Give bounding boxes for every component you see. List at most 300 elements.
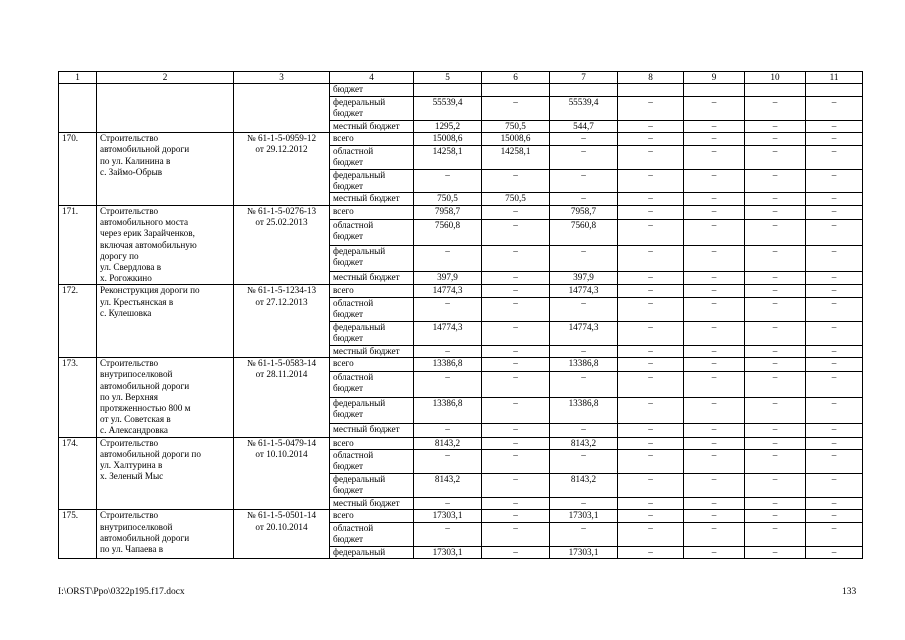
funding-source-line: федеральный xyxy=(333,96,386,107)
value-cell: – xyxy=(482,546,550,559)
value-cell: – xyxy=(745,120,806,133)
value-cell: 15008,6 xyxy=(414,133,482,146)
document-ref xyxy=(234,285,330,358)
value-cell: – xyxy=(618,245,684,271)
object-name-line: от ул. Советская в xyxy=(100,414,171,425)
funding-source xyxy=(330,297,414,321)
value-cell: 1295,2 xyxy=(414,120,482,133)
funding-source xyxy=(330,205,414,219)
object-name-line: с. Кулешовка xyxy=(100,307,152,318)
funding-source-line: местный бюджет xyxy=(333,423,400,434)
value-cell: – xyxy=(618,193,684,206)
value-cell: – xyxy=(684,345,745,358)
value-cell: – xyxy=(745,546,806,559)
value-cell: – xyxy=(550,245,618,271)
document-ref-line: № 61-1-5-0479-14 xyxy=(246,437,317,448)
value-cell xyxy=(745,84,806,97)
value-cell: – xyxy=(806,345,863,358)
col-header: 4 xyxy=(330,72,414,84)
value-cell: – xyxy=(550,497,618,510)
funding-source-line: бюджет xyxy=(333,180,364,191)
object-name-line: по ул. Верхняя xyxy=(100,391,158,402)
value-cell xyxy=(806,84,863,97)
value-cell: 14774,3 xyxy=(414,321,482,345)
value-cell: – xyxy=(414,497,482,510)
value-cell: – xyxy=(482,96,550,120)
funding-source xyxy=(330,522,414,546)
funding-source-line: бюджет xyxy=(333,256,364,267)
funding-source-line: местный бюджет xyxy=(333,345,400,356)
funding-source-line: областной xyxy=(333,450,374,461)
document-ref-line: от 25.02.2013 xyxy=(255,217,308,228)
value-cell: 8143,2 xyxy=(414,437,482,450)
value-cell: 397,9 xyxy=(414,271,482,285)
funding-source xyxy=(330,358,414,372)
value-cell: – xyxy=(482,473,550,497)
value-cell: – xyxy=(806,219,863,245)
object-name-line: Строительство xyxy=(100,510,159,521)
item-number: 170. xyxy=(59,133,97,206)
value-cell: 17303,1 xyxy=(414,510,482,523)
funding-source-line: бюджет xyxy=(333,332,364,343)
document-ref xyxy=(234,84,330,133)
value-cell: – xyxy=(618,345,684,358)
value-cell: – xyxy=(414,297,482,321)
funding-source xyxy=(330,193,414,206)
value-cell: – xyxy=(806,437,863,450)
funding-source-line: местный бюджет xyxy=(333,120,400,131)
col-header: 8 xyxy=(618,72,684,84)
value-cell: – xyxy=(482,271,550,285)
value-cell: – xyxy=(550,423,618,437)
value-cell: – xyxy=(806,285,863,298)
value-cell: 17303,1 xyxy=(550,510,618,523)
item-number: 172. xyxy=(59,285,97,358)
value-cell: – xyxy=(414,345,482,358)
value-cell: 8143,2 xyxy=(550,437,618,450)
value-cell: – xyxy=(550,297,618,321)
value-cell: 7958,7 xyxy=(414,205,482,219)
value-cell: – xyxy=(482,423,550,437)
value-cell: 17303,1 xyxy=(414,546,482,559)
value-cell: – xyxy=(550,450,618,474)
col-header: 6 xyxy=(482,72,550,84)
col-header: 2 xyxy=(97,72,234,84)
value-cell: – xyxy=(618,133,684,146)
funding-source xyxy=(330,450,414,474)
value-cell: – xyxy=(482,397,550,423)
value-cell: – xyxy=(745,345,806,358)
value-cell: 55539,4 xyxy=(550,96,618,120)
funding-source xyxy=(330,345,414,358)
file-path: I:\ORST\Ppo\0322p195.f17.docx xyxy=(58,587,185,597)
value-cell: – xyxy=(684,219,745,245)
document-ref-line: № 61-1-5-0276-13 xyxy=(246,205,317,216)
funding-source-line: федеральный xyxy=(333,245,386,256)
funding-source xyxy=(330,245,414,271)
funding-source-line: областной xyxy=(333,145,374,156)
value-cell: – xyxy=(684,546,745,559)
table-row xyxy=(59,133,863,146)
funding-source-line: бюджет xyxy=(333,309,364,320)
value-cell: – xyxy=(414,371,482,397)
value-cell: – xyxy=(745,510,806,523)
value-cell: – xyxy=(482,437,550,450)
value-cell: – xyxy=(745,285,806,298)
object-name-line: Реконструкция дороги по xyxy=(100,285,200,296)
value-cell: 17303,1 xyxy=(550,546,618,559)
value-cell: – xyxy=(806,297,863,321)
document-ref-line: от 29.12.2012 xyxy=(255,144,308,155)
value-cell: – xyxy=(414,245,482,271)
value-cell: – xyxy=(745,321,806,345)
value-cell: – xyxy=(482,285,550,298)
value-cell: 8143,2 xyxy=(550,473,618,497)
funding-source-line: всего xyxy=(333,358,354,369)
value-cell: 544,7 xyxy=(550,120,618,133)
value-cell: – xyxy=(618,522,684,546)
col-header: 11 xyxy=(806,72,863,84)
value-cell: 14774,3 xyxy=(414,285,482,298)
value-cell: – xyxy=(618,358,684,372)
object-name-line: с. Александровка xyxy=(100,425,168,436)
value-cell: 13386,8 xyxy=(414,358,482,372)
funding-source-line: областной xyxy=(333,522,374,533)
value-cell: – xyxy=(482,205,550,219)
object-name-line: х. Зеленый Мыс xyxy=(100,471,164,482)
value-cell: – xyxy=(482,510,550,523)
value-cell: 7560,8 xyxy=(550,219,618,245)
funding-source-line: бюджет xyxy=(333,156,364,167)
value-cell: – xyxy=(806,397,863,423)
value-cell: – xyxy=(684,120,745,133)
value-cell: – xyxy=(482,169,550,193)
value-cell: – xyxy=(806,423,863,437)
funding-source-line: федеральный xyxy=(333,321,386,332)
value-cell: – xyxy=(482,321,550,345)
value-cell: – xyxy=(745,169,806,193)
object-name-line: автомобильного моста xyxy=(100,217,189,228)
funding-source xyxy=(330,321,414,345)
funding-source-line: всего xyxy=(333,205,354,216)
object-name-line: Строительство xyxy=(100,358,159,369)
value-cell: – xyxy=(684,497,745,510)
value-cell: 7958,7 xyxy=(550,205,618,219)
document-ref-line: № 61-1-5-1234-13 xyxy=(246,285,317,296)
value-cell: 55539,4 xyxy=(414,96,482,120)
header-row xyxy=(59,72,863,84)
value-cell: – xyxy=(618,450,684,474)
value-cell: – xyxy=(684,371,745,397)
document-ref-line: № 61-1-5-0501-14 xyxy=(246,510,317,521)
funding-source-line: областной xyxy=(333,371,374,382)
value-cell: – xyxy=(806,169,863,193)
value-cell: 7560,8 xyxy=(414,219,482,245)
value-cell: – xyxy=(482,245,550,271)
budget-table xyxy=(58,71,863,559)
value-cell: 14774,3 xyxy=(550,285,618,298)
value-cell: – xyxy=(618,321,684,345)
funding-source xyxy=(330,546,414,559)
value-cell: – xyxy=(618,397,684,423)
value-cell: – xyxy=(618,546,684,559)
value-cell: – xyxy=(684,397,745,423)
value-cell: – xyxy=(806,193,863,206)
document-ref xyxy=(234,510,330,559)
value-cell: – xyxy=(550,145,618,169)
value-cell: – xyxy=(684,133,745,146)
value-cell: – xyxy=(482,522,550,546)
value-cell: – xyxy=(745,271,806,285)
value-cell: – xyxy=(684,423,745,437)
value-cell: – xyxy=(414,450,482,474)
table-row xyxy=(59,358,863,372)
object-name-line: с. Займо-Обрыв xyxy=(100,166,163,177)
col-header: 3 xyxy=(234,72,330,84)
funding-source-line: федеральный xyxy=(333,546,386,557)
item-number: 171. xyxy=(59,205,97,284)
page-number: 133 xyxy=(842,587,857,597)
funding-source-line: всего xyxy=(333,133,354,144)
value-cell xyxy=(414,84,482,97)
funding-source-line: областной xyxy=(333,297,374,308)
object-name-line: автомобильной дороги xyxy=(100,144,190,155)
object-name-line: дорогу по xyxy=(100,250,139,261)
value-cell: – xyxy=(684,473,745,497)
value-cell: – xyxy=(745,358,806,372)
value-cell: – xyxy=(745,145,806,169)
value-cell xyxy=(482,84,550,97)
col-header: 10 xyxy=(745,72,806,84)
col-header: 1 xyxy=(59,72,97,84)
object-name-line: внутрипоселковой xyxy=(100,521,173,532)
funding-source-line: федеральный xyxy=(333,169,386,180)
value-cell: – xyxy=(618,497,684,510)
funding-source-line: бюджет xyxy=(333,409,364,420)
funding-source-line: местный бюджет xyxy=(333,271,400,282)
value-cell: – xyxy=(745,205,806,219)
funding-source xyxy=(330,133,414,146)
value-cell: 13386,8 xyxy=(550,358,618,372)
item-number: 175. xyxy=(59,510,97,559)
table-row xyxy=(59,285,863,298)
funding-source-line: федеральный xyxy=(333,473,386,484)
funding-source xyxy=(330,497,414,510)
value-cell: – xyxy=(618,145,684,169)
object-name-line: ул. Свердлова в xyxy=(100,261,162,272)
funding-source xyxy=(330,510,414,523)
object-name-line: ул. Крестьянская в xyxy=(100,296,174,307)
value-cell: – xyxy=(618,437,684,450)
value-cell: – xyxy=(806,133,863,146)
document-ref xyxy=(234,133,330,206)
funding-source xyxy=(330,145,414,169)
item-number: 174. xyxy=(59,437,97,510)
document-ref-line: от 20.10.2014 xyxy=(255,521,308,532)
value-cell: – xyxy=(684,271,745,285)
value-cell: – xyxy=(618,96,684,120)
value-cell: 750,5 xyxy=(482,193,550,206)
value-cell: – xyxy=(745,522,806,546)
funding-source-line: бюджет xyxy=(333,534,364,545)
value-cell: – xyxy=(684,358,745,372)
funding-source xyxy=(330,271,414,285)
value-cell: – xyxy=(482,497,550,510)
value-cell: – xyxy=(684,437,745,450)
value-cell: – xyxy=(684,205,745,219)
funding-source-line: местный бюджет xyxy=(333,193,400,204)
value-cell xyxy=(550,84,618,97)
funding-source xyxy=(330,96,414,120)
value-cell: – xyxy=(618,271,684,285)
value-cell xyxy=(618,84,684,97)
value-cell: – xyxy=(745,193,806,206)
object-name xyxy=(97,133,234,206)
value-cell: 14774,3 xyxy=(550,321,618,345)
value-cell: – xyxy=(482,358,550,372)
funding-source xyxy=(330,397,414,423)
value-cell: – xyxy=(618,510,684,523)
object-name-line: автомобильной дороги xyxy=(100,380,190,391)
value-cell: – xyxy=(618,120,684,133)
value-cell: – xyxy=(618,169,684,193)
value-cell: – xyxy=(482,297,550,321)
col-header: 7 xyxy=(550,72,618,84)
item-number xyxy=(59,84,97,133)
value-cell: – xyxy=(684,169,745,193)
document-ref-line: от 28.11.2014 xyxy=(255,369,308,380)
funding-source xyxy=(330,437,414,450)
value-cell: – xyxy=(806,120,863,133)
funding-source xyxy=(330,120,414,133)
value-cell: – xyxy=(414,522,482,546)
table-body xyxy=(59,84,863,559)
value-cell: – xyxy=(414,169,482,193)
funding-source xyxy=(330,84,414,97)
document-ref xyxy=(234,205,330,284)
value-cell: – xyxy=(684,450,745,474)
funding-source-line: бюджет xyxy=(333,230,364,241)
value-cell: – xyxy=(618,205,684,219)
value-cell: – xyxy=(684,245,745,271)
value-cell: – xyxy=(745,245,806,271)
funding-source xyxy=(330,423,414,437)
value-cell: – xyxy=(482,371,550,397)
value-cell: – xyxy=(684,96,745,120)
funding-source-line: бюджет xyxy=(333,485,364,496)
object-name-line: автомобильной дороги xyxy=(100,532,190,543)
value-cell: – xyxy=(745,96,806,120)
funding-source-line: всего xyxy=(333,510,354,521)
value-cell: 15008,6 xyxy=(482,133,550,146)
value-cell: – xyxy=(684,145,745,169)
value-cell: 750,5 xyxy=(414,193,482,206)
value-cell: – xyxy=(550,345,618,358)
object-name-line: внутрипоселковой xyxy=(100,369,173,380)
value-cell: – xyxy=(745,219,806,245)
funding-source-line: областной xyxy=(333,219,374,230)
value-cell: 397,9 xyxy=(550,271,618,285)
value-cell: – xyxy=(745,133,806,146)
value-cell: – xyxy=(618,285,684,298)
funding-source-line: бюджет xyxy=(333,84,364,95)
table-row xyxy=(59,437,863,450)
value-cell: – xyxy=(550,193,618,206)
object-name xyxy=(97,510,234,559)
value-cell: – xyxy=(806,497,863,510)
value-cell: – xyxy=(806,321,863,345)
value-cell: – xyxy=(806,510,863,523)
object-name-line: ул. Халтурина в xyxy=(100,460,163,470)
value-cell: – xyxy=(806,245,863,271)
value-cell: – xyxy=(482,450,550,474)
value-cell: – xyxy=(806,96,863,120)
value-cell: – xyxy=(414,423,482,437)
value-cell: – xyxy=(482,219,550,245)
funding-source-line: федеральный xyxy=(333,397,386,408)
value-cell: – xyxy=(745,437,806,450)
value-cell: – xyxy=(745,497,806,510)
funding-source-line: бюджет xyxy=(333,383,364,394)
value-cell: 14258,1 xyxy=(482,145,550,169)
funding-source-line: всего xyxy=(333,285,354,296)
funding-source xyxy=(330,219,414,245)
value-cell: – xyxy=(482,345,550,358)
value-cell: – xyxy=(745,397,806,423)
document-ref-line: от 10.10.2014 xyxy=(255,448,308,459)
value-cell: – xyxy=(806,522,863,546)
funding-source xyxy=(330,371,414,397)
value-cell: – xyxy=(806,473,863,497)
funding-source xyxy=(330,473,414,497)
value-cell: – xyxy=(618,297,684,321)
funding-source-line: местный бюджет xyxy=(333,497,400,508)
value-cell: – xyxy=(550,371,618,397)
object-name-line: х. Рогожкино xyxy=(100,273,152,284)
document-ref-line: от 27.12.2013 xyxy=(255,296,308,307)
value-cell: – xyxy=(745,473,806,497)
table-row xyxy=(59,84,863,97)
funding-source xyxy=(330,285,414,298)
table-row xyxy=(59,510,863,523)
value-cell: – xyxy=(745,450,806,474)
object-name-line: автомобильной дороги по xyxy=(100,448,201,459)
object-name-line: по ул. Чапаева в xyxy=(100,543,164,554)
document-ref-line: № 61-1-5-0959-12 xyxy=(246,133,317,144)
value-cell: – xyxy=(806,450,863,474)
value-cell: 13386,8 xyxy=(550,397,618,423)
value-cell: – xyxy=(684,285,745,298)
object-name-line: включая автомобильную xyxy=(100,239,197,250)
funding-source xyxy=(330,169,414,193)
funding-source-line: бюджет xyxy=(333,461,364,472)
value-cell: – xyxy=(745,371,806,397)
item-number: 173. xyxy=(59,358,97,437)
table-row xyxy=(59,205,863,219)
document-ref-line: № 61-1-5-0583-14 xyxy=(246,358,317,369)
object-name-line: Строительство xyxy=(100,205,159,216)
object-name-line: Строительство xyxy=(100,133,159,144)
value-cell: – xyxy=(806,205,863,219)
value-cell: – xyxy=(550,169,618,193)
value-cell: – xyxy=(684,297,745,321)
value-cell: – xyxy=(684,321,745,345)
funding-source-line: всего xyxy=(333,437,354,448)
value-cell: – xyxy=(806,145,863,169)
funding-source-line: бюджет xyxy=(333,108,364,118)
value-cell: – xyxy=(684,193,745,206)
value-cell: – xyxy=(806,371,863,397)
